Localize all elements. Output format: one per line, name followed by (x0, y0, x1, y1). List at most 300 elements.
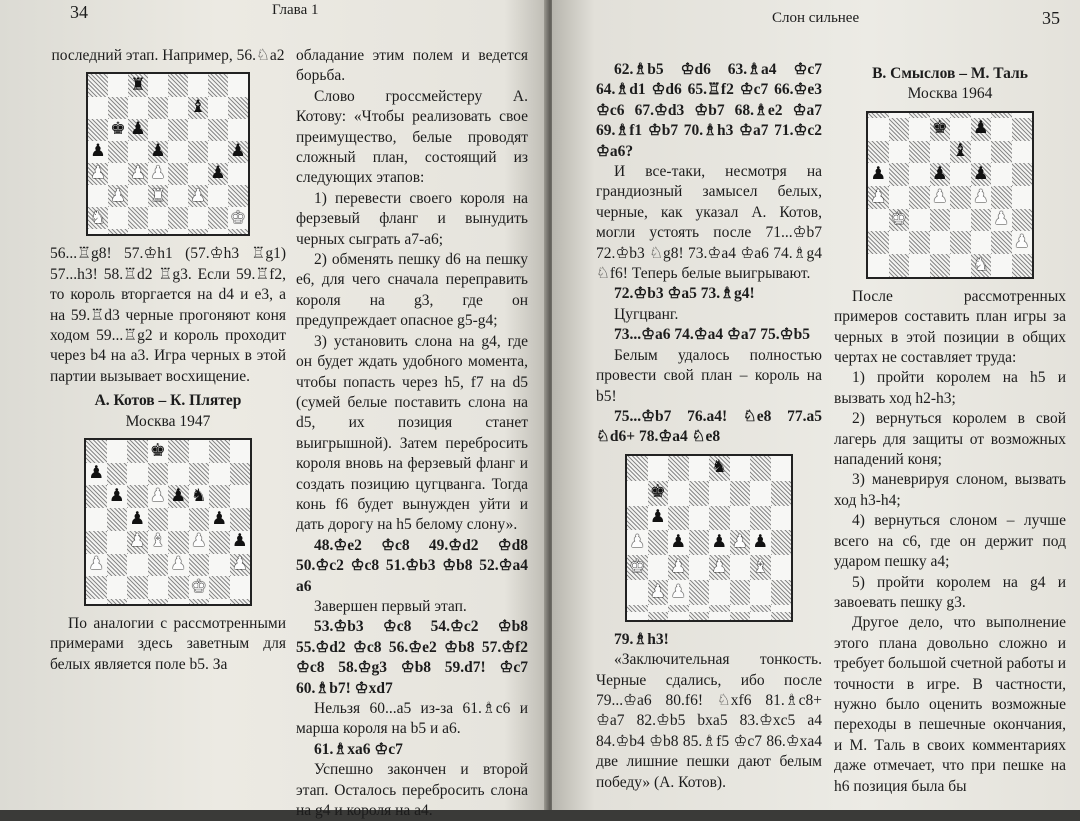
square-e5 (709, 530, 730, 555)
square-b4 (108, 163, 128, 185)
white-pawn-icon: ♟ (670, 581, 687, 602)
chess-diagram (625, 454, 793, 622)
black-pawn-icon: ♟ (90, 141, 106, 162)
square-d8 (148, 74, 168, 96)
square-h7 (1012, 118, 1033, 141)
square-h5 (228, 141, 248, 163)
square-a5 (627, 530, 648, 555)
black-pawn-icon: ♟ (972, 118, 989, 139)
square-a2 (86, 576, 107, 599)
square-b5 (108, 141, 128, 163)
paragraph: По аналогии с рассмотренными примерами здесь заветным для белых является поле b5. За (50, 615, 286, 673)
square-a7 (868, 118, 889, 141)
square-f5 (189, 508, 210, 531)
white-pawn-icon: ♟ (870, 186, 887, 207)
square-d8 (148, 440, 169, 463)
square-d4 (689, 555, 710, 580)
square-b2 (108, 207, 128, 229)
square-b7 (648, 481, 669, 506)
chess-diagram (84, 438, 252, 606)
square-a5 (88, 141, 108, 163)
black-pawn-icon: ♟ (129, 508, 146, 529)
square-d3 (148, 185, 168, 207)
square-f6 (971, 141, 992, 164)
square-b4 (889, 186, 910, 209)
square-g1 (208, 229, 228, 234)
white-bishop-icon: ♝ (149, 531, 166, 552)
square-a2 (88, 207, 108, 229)
square-b7 (107, 463, 128, 486)
white-pawn-icon: ♟ (731, 532, 748, 553)
square-f5 (188, 141, 208, 163)
square-d4 (930, 186, 951, 209)
square-b2 (889, 231, 910, 254)
black-pawn-icon: ♟ (230, 141, 246, 162)
square-g8 (750, 456, 771, 481)
square-e3 (168, 185, 188, 207)
square-a6 (868, 141, 889, 164)
square-h7 (228, 97, 248, 119)
square-a3 (88, 185, 108, 207)
black-bishop-icon: ♝ (190, 97, 206, 118)
square-h3 (228, 185, 248, 207)
square-b4 (648, 555, 669, 580)
white-king-icon: ♚ (890, 209, 907, 230)
square-c8 (127, 440, 148, 463)
square-e2 (950, 231, 971, 254)
square-a6 (86, 485, 107, 508)
black-rook-icon: ♜ (130, 74, 146, 95)
square-d7 (689, 481, 710, 506)
square-d6 (148, 485, 169, 508)
square-g1 (991, 254, 1012, 277)
square-e2 (168, 576, 189, 599)
square-g7 (991, 118, 1012, 141)
square-g2 (209, 576, 230, 599)
square-e5 (168, 508, 189, 531)
square-d6 (689, 506, 710, 531)
square-d1 (148, 599, 169, 604)
square-d6 (930, 141, 951, 164)
square-e4 (709, 555, 730, 580)
paragraph: 72.♔b3 ♔a5 73.♗g4! (614, 285, 755, 303)
square-a4 (627, 555, 648, 580)
square-f4 (189, 531, 210, 554)
white-pawn-icon: ♟ (711, 556, 728, 577)
black-pawn-icon: ♟ (870, 163, 887, 184)
paragraph: Другое дело, что выполнение этого плана довольно сложно и требует большой счетной работы и точности в игре. В частности, нужно было оценить возможные переходы в пешечные окончания, и М. Таль в своих комментариях даже отмечает, что при пешке на h6 позиция была бы (834, 614, 1066, 795)
square-f7 (971, 118, 992, 141)
square-c2 (909, 231, 930, 254)
square-d2 (930, 231, 951, 254)
square-e2 (168, 207, 188, 229)
square-c3 (127, 554, 148, 577)
square-h5 (771, 530, 792, 555)
square-h6 (228, 119, 248, 141)
square-f1 (189, 599, 210, 604)
square-h4 (230, 531, 251, 554)
square-a3 (86, 554, 107, 577)
square-c6 (127, 485, 148, 508)
square-c5 (128, 141, 148, 163)
square-f4 (971, 186, 992, 209)
square-g5 (991, 163, 1012, 186)
square-f3 (971, 209, 992, 232)
square-c7 (909, 118, 930, 141)
black-pawn-icon: ♟ (210, 163, 226, 184)
square-g3 (209, 554, 230, 577)
square-e1 (950, 254, 971, 277)
square-b2 (648, 605, 669, 612)
square-g4 (991, 186, 1012, 209)
square-b2 (107, 576, 128, 599)
square-f3 (730, 580, 751, 605)
square-f4 (730, 555, 751, 580)
square-f1 (730, 612, 751, 619)
square-b3 (108, 185, 128, 207)
square-c2 (127, 576, 148, 599)
chess-diagram (866, 111, 1034, 279)
square-d5 (930, 163, 951, 186)
square-e3 (950, 209, 971, 232)
square-g5 (750, 530, 771, 555)
square-c2 (668, 605, 689, 612)
square-a6 (627, 506, 648, 531)
square-f2 (189, 576, 210, 599)
square-a8 (627, 456, 648, 481)
white-pawn-icon: ♟ (972, 186, 989, 207)
square-h7 (230, 463, 251, 486)
paragraph: Нельзя 60...a5 из-за 61.♗c6 и марша короля на b5 и a6. (296, 700, 528, 738)
square-b1 (108, 229, 128, 234)
square-c5 (909, 163, 930, 186)
square-h6 (1012, 141, 1033, 164)
square-c1 (668, 612, 689, 619)
paragraph: 75...♔b7 76.a4! ♘e8 77.a5 ♘d6+ 78.♔a4 ♘e8 (596, 407, 822, 446)
running-head: Глава 1 (272, 2, 319, 18)
square-h4 (1012, 186, 1033, 209)
paragraph: 1) пройти королем на h5 и вызвать ход h2-h3; (834, 369, 1066, 407)
square-f2 (730, 605, 751, 612)
white-pawn-icon: ♟ (129, 531, 146, 552)
square-a3 (868, 209, 889, 232)
square-d7 (930, 118, 951, 141)
square-c6 (128, 119, 148, 141)
square-g2 (991, 231, 1012, 254)
square-a8 (86, 440, 107, 463)
paragraph: Успешно закончен и второй этап. Осталось перебросить слона на g4 и короля на a4. (296, 761, 528, 820)
square-g6 (209, 485, 230, 508)
square-d2 (148, 207, 168, 229)
square-c1 (128, 229, 148, 234)
white-pawn-icon: ♟ (150, 163, 166, 184)
square-e7 (168, 97, 188, 119)
square-a1 (88, 229, 108, 234)
square-e3 (168, 554, 189, 577)
black-pawn-icon: ♟ (211, 508, 228, 529)
white-king-icon: ♚ (629, 556, 646, 577)
square-d1 (148, 229, 168, 234)
square-h1 (771, 612, 792, 619)
white-pawn-icon: ♟ (993, 209, 1010, 230)
square-g5 (208, 141, 228, 163)
square-d3 (930, 209, 951, 232)
square-f6 (189, 485, 210, 508)
square-b1 (107, 599, 128, 604)
square-d5 (148, 508, 169, 531)
square-e2 (709, 605, 730, 612)
paragraph: Москва 1947 (125, 412, 211, 430)
square-d3 (689, 580, 710, 605)
square-a8 (88, 74, 108, 96)
square-h2 (771, 605, 792, 612)
square-f8 (188, 74, 208, 96)
square-e6 (950, 141, 971, 164)
black-pawn-icon: ♟ (752, 532, 769, 553)
square-c3 (128, 185, 148, 207)
square-f8 (730, 456, 751, 481)
square-f3 (189, 554, 210, 577)
square-f1 (971, 254, 992, 277)
square-f8 (189, 440, 210, 463)
square-d3 (148, 554, 169, 577)
black-pawn-icon: ♟ (130, 119, 146, 140)
square-g4 (208, 163, 228, 185)
square-g3 (208, 185, 228, 207)
square-e7 (168, 463, 189, 486)
paragraph: 62.♗b5 ♔d6 63.♗a4 ♔c7 64.♗d1 ♔d6 65.♖f2 ♔c7 66.♔e3 ♔c6 67.♔d3 ♔b7 68.♗e2 ♔a7 69.♗f1 ♔b7 70.♗h3 ♔a7 71.♔c2 ♔a6? (596, 61, 822, 160)
square-h8 (771, 456, 792, 481)
page-number: 35 (1042, 8, 1060, 28)
paragraph: 73...♔a6 74.♔a4 ♔a7 75.♔b5 (614, 326, 810, 344)
square-g2 (750, 605, 771, 612)
left-column-2 (296, 46, 528, 821)
square-h1 (228, 229, 248, 234)
square-g2 (208, 207, 228, 229)
square-h6 (771, 506, 792, 531)
black-pawn-icon: ♟ (649, 507, 666, 528)
white-pawn-icon: ♟ (110, 185, 126, 206)
paragraph: Белым удалось полностью провести свой план – король на b5! (596, 346, 822, 405)
square-a4 (86, 531, 107, 554)
square-g1 (209, 599, 230, 604)
square-a4 (868, 186, 889, 209)
square-h5 (230, 508, 251, 531)
white-pawn-icon: ♟ (130, 163, 146, 184)
black-king-icon: ♚ (110, 119, 126, 140)
square-d5 (689, 530, 710, 555)
square-f4 (188, 163, 208, 185)
square-f7 (730, 481, 751, 506)
square-b6 (648, 506, 669, 531)
white-knight-icon: ♞ (972, 254, 989, 275)
square-a1 (868, 254, 889, 277)
white-pawn-icon: ♟ (670, 556, 687, 577)
square-b3 (107, 554, 128, 577)
square-e1 (709, 612, 730, 619)
square-c8 (668, 456, 689, 481)
square-h8 (230, 440, 251, 463)
square-c6 (909, 141, 930, 164)
paragraph: 56...♖g8! 57.♔h1 (57.♔h3 ♖g1) 57...h3! 58.♖d2 ♖g3. Если 59.♖f2, то король вторгается на d4 и e3, а на 59.♖d3 черные прогоняют коня ходом 59...♖g2 и король проходит через b4 на a3. Игра черных в этой партии вызывает восхищение. (50, 245, 286, 385)
paragraph: 61.♗xa6 ♔c7 (314, 740, 403, 758)
square-c3 (909, 209, 930, 232)
square-b5 (648, 530, 669, 555)
square-e5 (950, 163, 971, 186)
square-b7 (889, 118, 910, 141)
black-pawn-icon: ♟ (170, 486, 187, 506)
square-c4 (127, 531, 148, 554)
square-g4 (209, 531, 230, 554)
white-pawn-icon: ♟ (190, 531, 207, 552)
square-g5 (209, 508, 230, 531)
square-e6 (168, 119, 188, 141)
square-d7 (148, 97, 168, 119)
square-d4 (148, 531, 169, 554)
square-h4 (228, 163, 248, 185)
square-b1 (648, 612, 669, 619)
paragraph: последний этап. Например, 56.♘a2 (51, 47, 285, 64)
square-a3 (627, 580, 648, 605)
square-a1 (627, 612, 648, 619)
square-h8 (228, 74, 248, 96)
page-35 (552, 0, 1080, 810)
square-g7 (209, 463, 230, 486)
square-d2 (689, 605, 710, 612)
white-pawn-icon: ♟ (1013, 231, 1030, 252)
square-h5 (1012, 163, 1033, 186)
square-g3 (750, 580, 771, 605)
square-c4 (128, 163, 148, 185)
square-h6 (230, 485, 251, 508)
paragraph: 2) вернуться королем в свой лагерь для защиты от возможных нападений коня; (834, 410, 1066, 469)
square-e8 (709, 456, 730, 481)
white-bishop-icon: ♝ (752, 556, 769, 577)
square-e5 (168, 141, 188, 163)
square-a6 (88, 119, 108, 141)
square-g6 (208, 119, 228, 141)
square-a1 (86, 599, 107, 604)
square-a7 (86, 463, 107, 486)
square-h3 (771, 580, 792, 605)
paragraph: Завершен первый этап. (314, 597, 467, 615)
square-e4 (168, 531, 189, 554)
paragraph: 1) перевести своего короля на ферзевый фланг и вынудить черных сыграть a7-a6; (296, 189, 528, 248)
square-b5 (889, 163, 910, 186)
square-e7 (709, 481, 730, 506)
paragraph: В. Смыслов – М. Таль (872, 65, 1028, 82)
square-e6 (709, 506, 730, 531)
paragraph: После рассмотренных примеров составить план игры за черных в этой позиции в общих чертах не составляет труда: (834, 287, 1066, 367)
square-e1 (168, 229, 188, 234)
square-f6 (188, 119, 208, 141)
white-king-icon: ♚ (190, 576, 207, 597)
paragraph: 4) вернуться слоном – лучше всего на c6, где он держит под ударом пешку a4; (834, 512, 1066, 571)
square-d1 (689, 612, 710, 619)
black-knight-icon: ♞ (711, 457, 728, 478)
square-c8 (128, 74, 148, 96)
square-e8 (168, 74, 188, 96)
black-pawn-icon: ♟ (150, 141, 166, 162)
paragraph: 79.♗h3! (614, 630, 669, 648)
black-pawn-icon: ♟ (931, 163, 948, 184)
square-h4 (771, 555, 792, 580)
square-c1 (127, 599, 148, 604)
square-b6 (108, 119, 128, 141)
white-king-icon: ♚ (230, 207, 246, 228)
right-column-1 (596, 60, 822, 793)
white-pawn-icon: ♟ (90, 163, 106, 184)
square-b5 (107, 508, 128, 531)
white-pawn-icon: ♟ (149, 486, 166, 506)
paragraph: Слово гроссмейстеру А. Котову: «Чтобы реализовать свое преимущество, белые проводят сложный план, состоящий из следующих этапов: (296, 87, 528, 187)
square-h1 (230, 599, 251, 604)
square-g8 (208, 74, 228, 96)
square-d4 (148, 163, 168, 185)
page-number: 34 (70, 2, 88, 22)
paragraph: 48.♔e2 ♔c8 49.♔d2 ♔d8 50.♔c2 ♔c8 51.♔b3 ♔b8 52.♔a4 a6 (296, 536, 528, 595)
black-pawn-icon: ♟ (670, 532, 687, 553)
white-pawn-icon: ♟ (931, 186, 948, 207)
square-e4 (950, 186, 971, 209)
black-pawn-icon: ♟ (972, 163, 989, 184)
running-head: Слон сильнее (772, 10, 860, 26)
square-a2 (627, 605, 648, 612)
square-c1 (909, 254, 930, 277)
square-a5 (868, 163, 889, 186)
black-bishop-icon: ♝ (952, 141, 969, 162)
square-b6 (889, 141, 910, 164)
square-g1 (750, 612, 771, 619)
square-b6 (107, 485, 128, 508)
paragraph: обладание этим полем и ведется борьба. (296, 47, 528, 85)
paragraph: А. Котов – К. Плятер (94, 392, 242, 410)
black-pawn-icon: ♟ (88, 463, 105, 484)
white-rook-icon: ♜ (150, 185, 166, 206)
paragraph: 53.♔b3 ♔c8 54.♔c2 ♔b8 55.♔d2 ♔c8 56.♔e2 ♔b8 57.♔f2 ♔c8 58.♔g3 ♔b8 59.d7! ♔c7 60.♗b7! ♔xd7 (296, 618, 528, 697)
square-g7 (208, 97, 228, 119)
white-knight-icon: ♞ (90, 207, 106, 228)
white-pawn-icon: ♟ (629, 532, 646, 553)
square-g4 (750, 555, 771, 580)
square-g6 (991, 141, 1012, 164)
black-king-icon: ♚ (149, 440, 166, 461)
square-d2 (148, 576, 169, 599)
square-e4 (168, 163, 188, 185)
square-b3 (648, 580, 669, 605)
square-b7 (108, 97, 128, 119)
square-a2 (868, 231, 889, 254)
square-c5 (127, 508, 148, 531)
square-d8 (689, 456, 710, 481)
black-pawn-icon: ♟ (711, 532, 728, 553)
square-e8 (168, 440, 189, 463)
square-c2 (128, 207, 148, 229)
square-b8 (108, 74, 128, 96)
white-pawn-icon: ♟ (88, 554, 105, 575)
square-d5 (148, 141, 168, 163)
black-king-icon: ♚ (649, 482, 666, 503)
square-h1 (1012, 254, 1033, 277)
square-f1 (188, 229, 208, 234)
white-pawn-icon: ♟ (231, 554, 248, 575)
square-d1 (930, 254, 951, 277)
square-g6 (750, 506, 771, 531)
white-pawn-icon: ♟ (190, 185, 206, 206)
black-pawn-icon: ♟ (108, 486, 125, 506)
square-a5 (86, 508, 107, 531)
square-h2 (228, 207, 248, 229)
